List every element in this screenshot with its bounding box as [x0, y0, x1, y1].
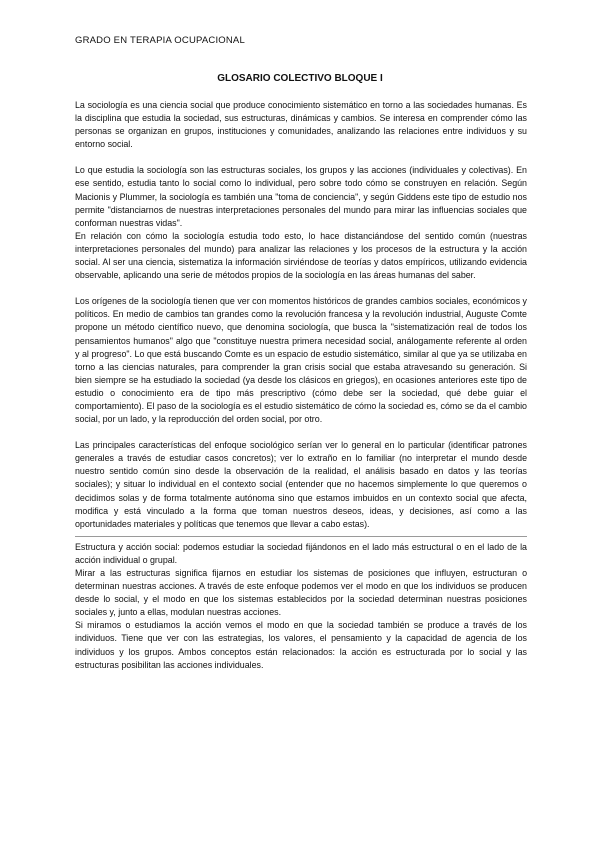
paragraph-how-sociology-studies: En relación con cómo la sociología estudia todo esto, lo hace distanciándose del sentido común (nuestras interpretaciones personales del mundo) para analizar las relaciones y los procesos de la estructura y la acción social. Al ser una ciencia, sistematiza la información sirviéndose de teorías y datos empíricos, utilizando evidencia observable, aplicando una serie de métodos propios de la sociología en las áreas humanas del saber.: [75, 230, 527, 281]
section-divider: [75, 536, 527, 537]
definition-action: Si miramos o estudiamos la acción vemos el modo en que la sociedad también se produce a través de los individuos. Tiene que ver con las estrategias, los valores, el pensamiento y la capacidad de agencia de los individuos y los grupos. Ambos conceptos están relacionados: la acción es estructurada por lo social y las estructuras posibilitan las acciones individuales.: [75, 620, 527, 670]
paragraph-origins: Los orígenes de la sociología tienen que ver con momentos históricos de grandes cambios sociales, económicos y políticos. En medio de cambios tan grandes como la revolución francesa y la revolución industrial, Auguste Comte propone un método científico nuevo, que denomina sociología, que busca la "sistematización real de todos los pensamientos humanos" algo que "constituye nuestra primera necesidad social, análogamente referente al orden y al progreso". Lo que está buscando Comte es un espacio de estudio sistemático, similar al que ya se utilizaba en torno a las ciencias naturales, para comprender la gran crisis social que estaba atravesando su generación. Si bien siempre se ha estudiado la sociedad (ya desde los clásicos en griegos), en ocasiones anteriores este tipo de estudio o conocimiento era de tipo más prescriptivo (cómo debe ser la sociedad, qué debe guiar el comportamiento). El paso de la sociología es el estudio sistemático de cómo la sociedad es, cómo se da el cambio social, por un lado, y la reproducción del orden social, por otro.: [75, 296, 527, 425]
paragraph-characteristics: Las principales características del enfoque sociológico serían ver lo general en lo particular (identificar patrones generales a través de estudiar casos concretos); ver lo extraño en lo familiar (no interpretar el mundo desde nuestro sentido común sino desde la observación de la realidad, el análisis basado en datos y las teorías sociales); y situar lo individual en el contexto social (entender que no hacemos simplemente lo que queremos o decidimos solas y de forma totalmente autónoma sino que estamos imbuidos en un contexto social que afecta, modifica y está vinculado a la forma que toman nuestros deseos, ideas, y decisiones, así como a las oportunidades materiales y políticas que tenemos que llevar a cabo estas).: [75, 440, 527, 529]
definition-structure-action: Estructura y acción social: podemos estudiar la sociedad fijándonos en el lado más estructural o en el lado de la acción individual o grupal.: [75, 541, 527, 565]
definition-structures: Mirar a las estructuras significa fijarnos en estudiar los sistemas de posiciones que influyen, estructuran o determinan nuestras acciones. A través de este enfoque podemos ver el modo en que los individuos se producen desde lo social, y el modo en que los sistemas establecidos por la sociedad determinan nuestras posiciones sociales y, junto a ellas, modulan nuestras acciones.: [75, 568, 527, 618]
document-title: GLOSARIO COLECTIVO BLOQUE I: [217, 73, 383, 84]
paragraph-what-sociology-studies: Lo que estudia la sociología son las estructuras sociales, los grupos y las acciones (individuales y colectivas). En ese sentido, estudia tanto lo social como lo individual, pero sobre todo cómo se construyen en relación. Según Macionis y Plummer, la sociología es también una "toma de conciencia", y según Giddens este tipo de estudio nos permite "distanciarnos de nuestras interpretaciones personales del mundo para mirar las influencias sociales que conforman nuestras vidas".: [75, 165, 527, 228]
program-header: GRADO EN TERAPIA OCUPACIONAL: [75, 35, 245, 46]
paragraph-sociology-definition: La sociología es una ciencia social que produce conocimiento sistemático en torno a las sociedades humanas. Es la disciplina que estudia la sociedad, sus estructuras, dinámicas y cambios. Se interesa en comprender cómo las personas se organizan en grupos, instituciones y comunidades, analizando las relaciones entre individuos y su entorno social.: [75, 100, 527, 150]
definitions-section: [75, 541, 527, 672]
document-body: [75, 99, 527, 672]
